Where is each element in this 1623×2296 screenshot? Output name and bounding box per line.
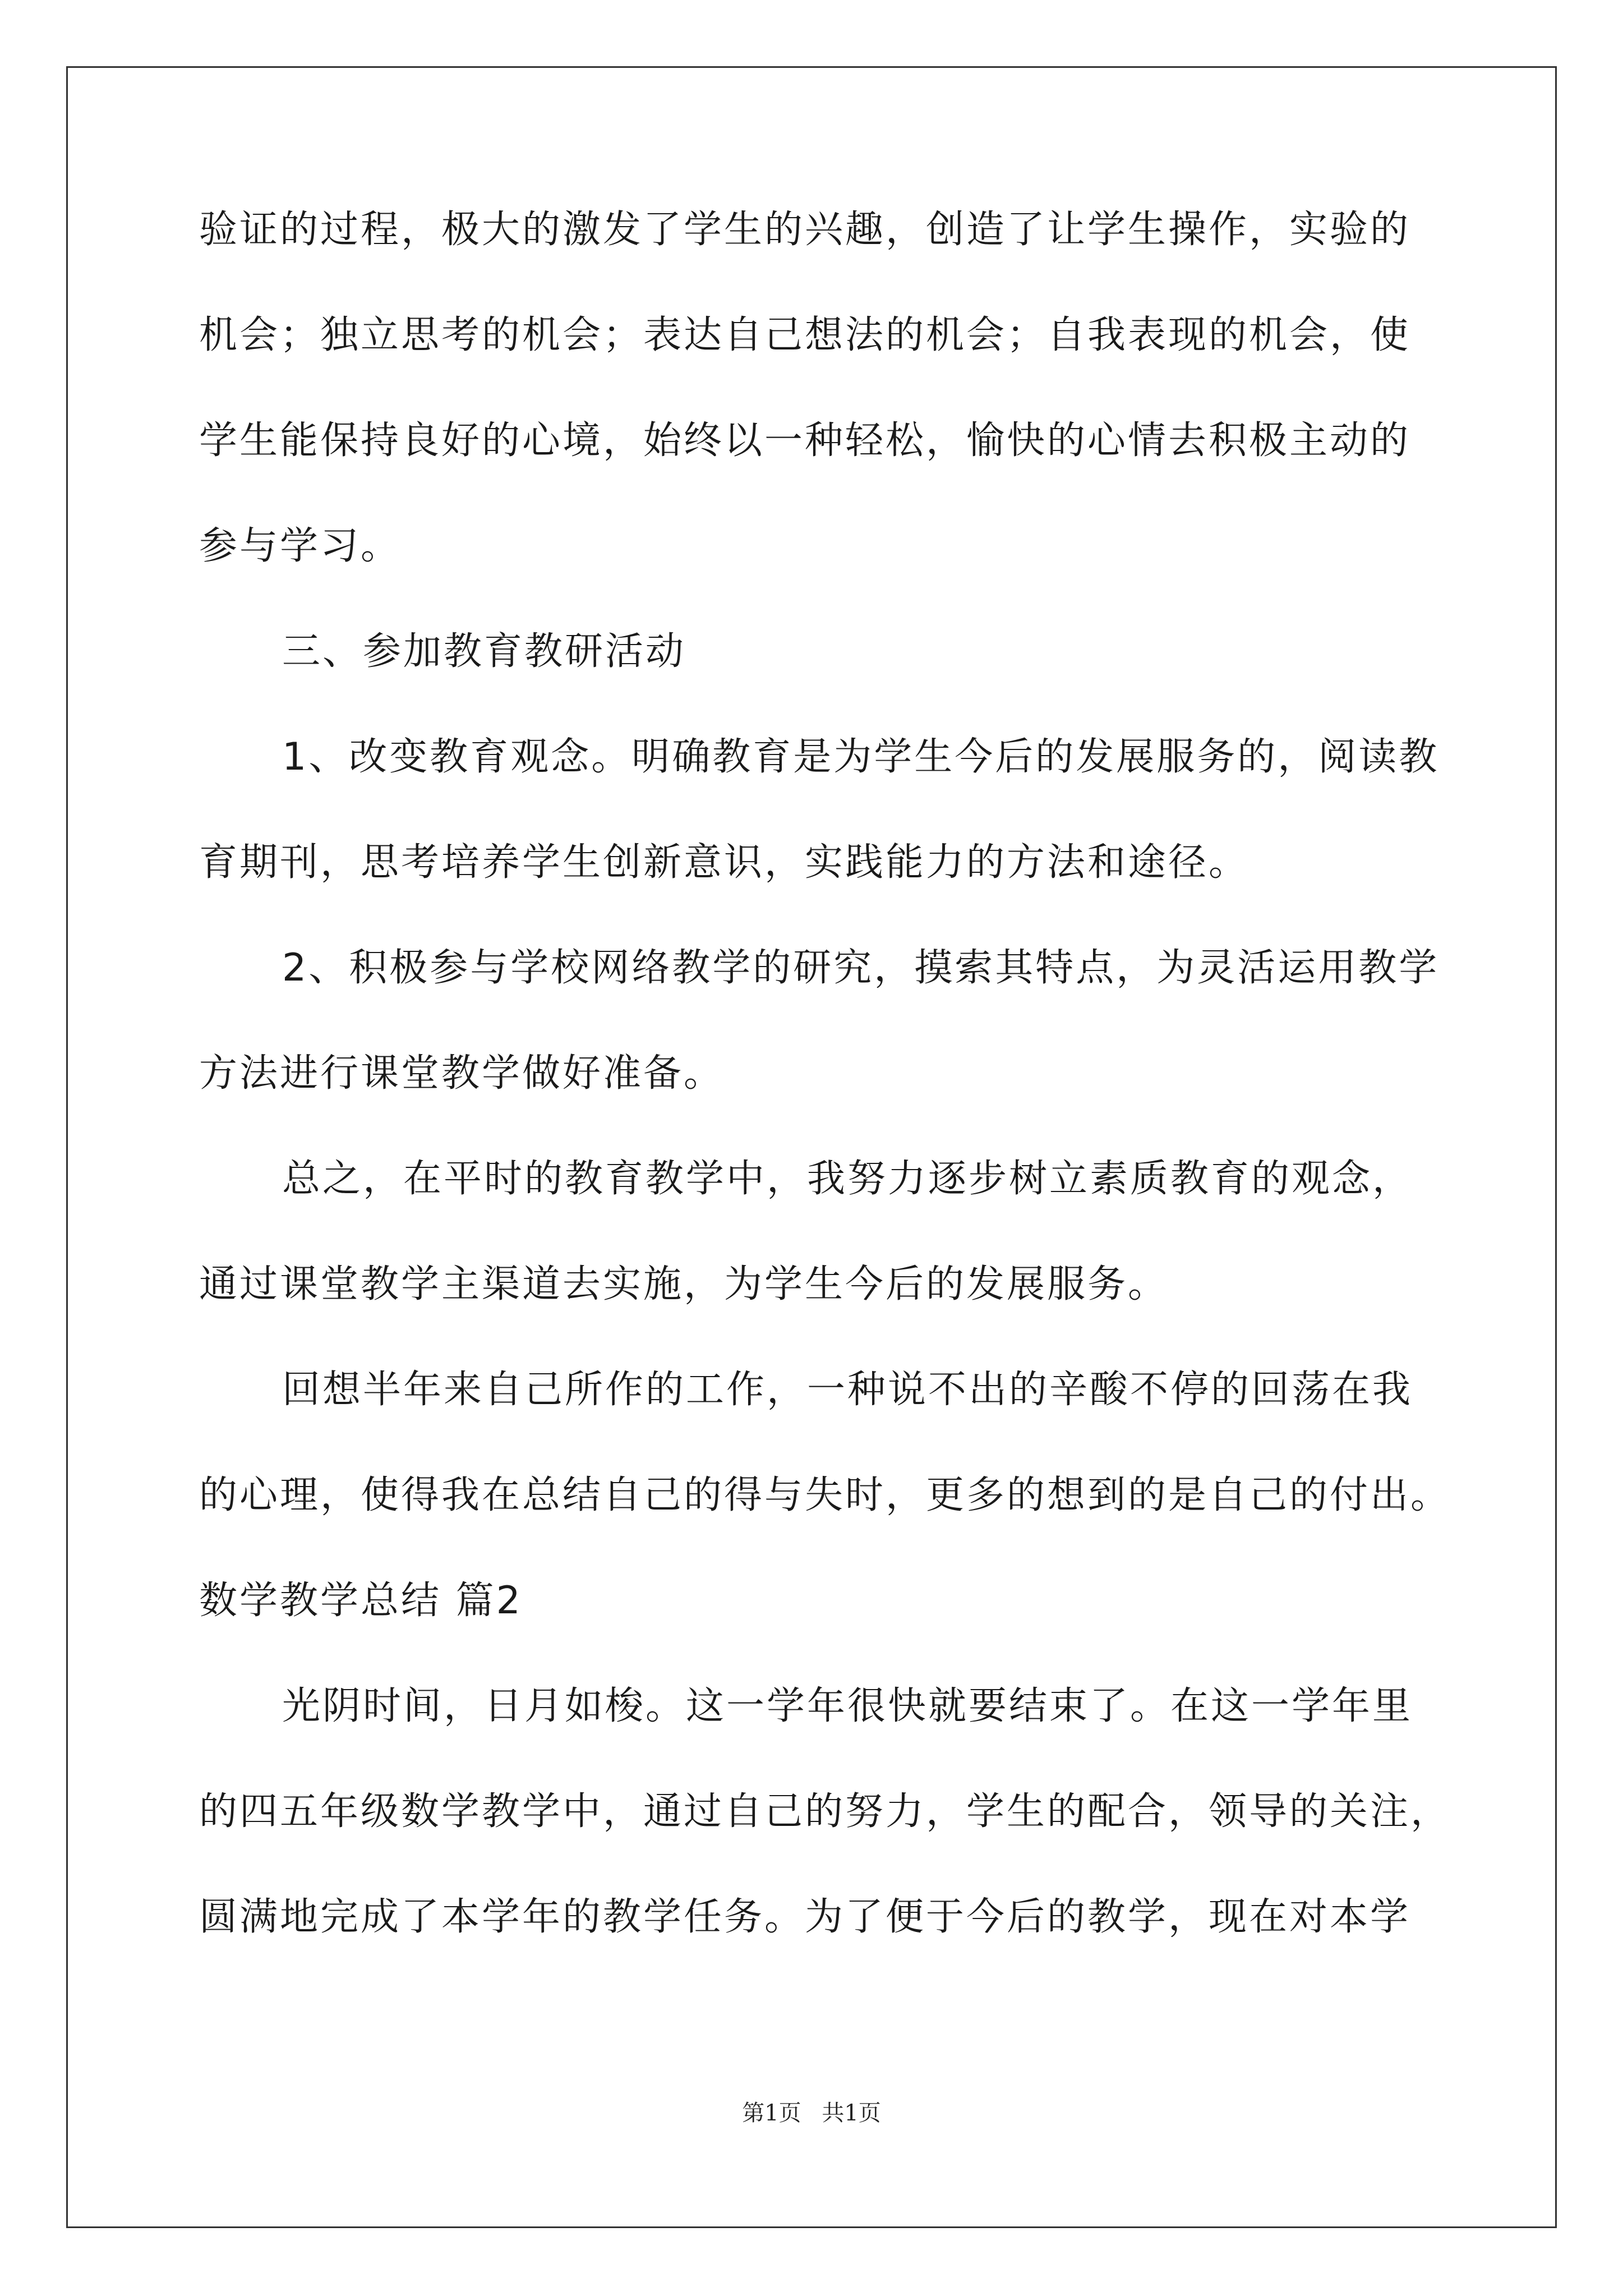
section-heading: 三、参加教育教研活动 [282,629,686,674]
article-heading: 数学教学总结 篇2 [199,1579,523,1623]
text-line: 总之，在平时的教育教学中，我努力逐步树立素质教育的观念， [282,1157,1413,1201]
text-line: 机会；独立思考的机会；表达自己想法的机会；自我表现的机会，使 [199,313,1411,357]
page-footer [0,2095,1623,2127]
text-line: 光阴时间，日月如梭。这一学年很快就要结束了。在这一学年里 [282,1684,1413,1728]
text-line: 方法进行课堂教学做好准备。 [199,1051,725,1096]
text-line: 验证的过程，极大的激发了学生的兴趣，创造了让学生操作，实验的 [199,208,1411,252]
page-number: 第1页 [742,2100,801,2126]
text-line: 参与学习。 [199,524,402,568]
page-total: 共1页 [822,2100,881,2126]
text-line: 学生能保持良好的心境，始终以一种轻松，愉快的心情去积极主动的 [199,418,1411,463]
text-line: 1、改变教育观念。明确教育是为学生今后的发展服务的，阅读教 [282,735,1440,779]
text-line: 回想半年来自己所作的工作，一种说不出的辛酸不停的回荡在我 [282,1368,1413,1412]
text-line: 通过课堂教学主渠道去实施，为学生今后的发展服务。 [199,1262,1169,1306]
text-line: 的心理，使得我在总结自己的得与失时，更多的想到的是自己的付出。 [199,1473,1451,1517]
text-line: 的四五年级数学教学中，通过自己的努力，学生的配合，领导的关注， [199,1789,1451,1834]
text-line: 2、积极参与学校网络教学的研究，摸索其特点，为灵活运用教学 [282,946,1440,990]
text-line: 圆满地完成了本学年的教学任务。为了便于今后的教学，现在对本学 [199,1895,1411,1939]
text-line: 育期刊，思考培养学生创新意识，实践能力的方法和途径。 [199,840,1249,885]
